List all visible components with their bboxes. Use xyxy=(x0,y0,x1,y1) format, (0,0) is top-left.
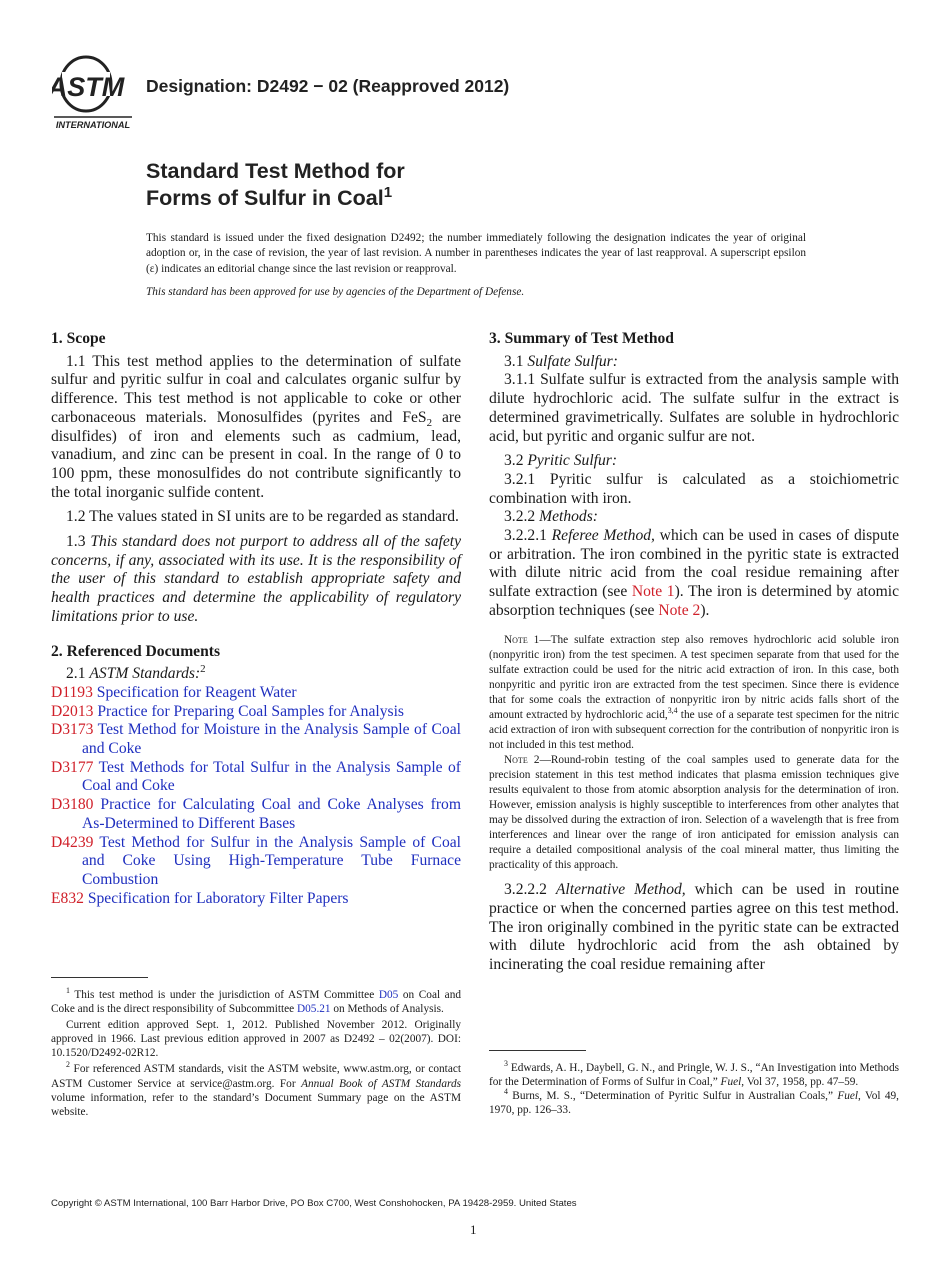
document-title xyxy=(146,158,405,212)
footnote-3 xyxy=(489,1061,899,1089)
summary-3-2-2 xyxy=(489,508,899,527)
ref-title-link[interactable]: Test Method for Sulfur in the Analysis Sample of Coal and Coke Using High-Temperature Tube Furnace Combustion xyxy=(82,833,461,888)
footnote-1-text-c: on Methods of Analysis. xyxy=(330,1003,444,1016)
footnote-3-text-b: , Vol 37, 1958, pp. 47–59. xyxy=(741,1076,859,1089)
ref-item xyxy=(51,834,461,890)
logo-subtext: INTERNATIONAL xyxy=(55,120,131,130)
summary-3-2-2-1-text-c: ). xyxy=(700,601,710,619)
ref-title-link[interactable]: Test Methods for Total Sulfur in the Analysis Sample of Coal and Coke xyxy=(82,758,461,795)
summary-3-2-2-2 xyxy=(489,881,899,975)
summary-3-2-2-1-label: Referee Method, xyxy=(551,527,655,545)
ref-code-link[interactable]: D1193 xyxy=(51,683,93,701)
ref-title-link[interactable]: Practice for Calculating Coal and Coke Analyses from As-Determined to Different Bases xyxy=(82,796,461,832)
note-2-link[interactable]: Note 2 xyxy=(658,601,701,619)
footnote-2 xyxy=(51,1062,461,1118)
astm-standards-label xyxy=(51,665,461,684)
ref-item xyxy=(51,759,461,796)
scope-1-2: 1.2 The values stated in SI units are to be regarded as standard. xyxy=(66,508,459,526)
summary-3-2-2-1-text-a: which can be used in cases of dispute or arbitration. The iron combined in the pyritic state is extracted with dilute nitric acid from the coal residue remaining after sulfate extraction (see xyxy=(489,527,899,601)
footnote-4 xyxy=(489,1089,899,1117)
ref-title-link[interactable]: Specification for Laboratory Filter Papers xyxy=(87,889,349,907)
scope-1-1-text-a: 1.1 This test method applies to the determination of sulfate sulfur and pyritic sulfur in coal and calculates organic sulfur by difference. This test method is not applicable to coke or other carbonaceous materials. Monosulfides (pyrites and FeS xyxy=(51,352,461,426)
summary-3-1-1: 3.1.1 Sulfate sulfur is extracted from the analysis sample with dilute hydrochloric acid. The sulfate sulfur in the extract is determined gravimetrically. Sulfates are soluble in hydrochloric acid, but pyritic and organic sulfur are not. xyxy=(489,371,899,445)
footnote-2-text-b: volume information, refer to the standard’s Document Summary page on the ASTM website. xyxy=(51,1091,461,1118)
referenced-standards-list xyxy=(51,684,461,908)
summary-3-1-num: 3.1 xyxy=(504,352,528,370)
footnote-1-mark: 1 xyxy=(66,986,70,996)
summary-3-2-num: 3.2 xyxy=(504,452,528,470)
footnote-4-journal: Fuel xyxy=(837,1090,859,1103)
footnote-divider-left xyxy=(51,977,148,978)
title-line-2 xyxy=(146,185,405,212)
summary-3-1 xyxy=(489,353,899,372)
ref-code-link[interactable]: D3180 xyxy=(51,796,94,814)
astm-logo-icon xyxy=(52,54,136,132)
note-2-label: Note 2 xyxy=(504,753,540,766)
scope-1-3 xyxy=(51,533,461,627)
note-2 xyxy=(489,753,899,873)
section-refdocs-heading: 2. Referenced Documents xyxy=(51,642,221,660)
summary-3-2-2-1 xyxy=(489,527,899,621)
right-column xyxy=(489,330,899,981)
ref-code-link[interactable]: E832 xyxy=(51,889,84,907)
footnote-4-mark: 4 xyxy=(504,1087,508,1097)
summary-3-2-2-2-num: 3.2.2.2 xyxy=(504,881,556,899)
note-1-text-a: —The sulfate extraction step also removes hydrochloric acid soluble iron (nonpyritic iron) from the test specimen. A test specimen separate from that used for the sulfate extraction could be used for the nitric acid extraction of iron. In this case, both nonpyritic and pyritic iron are extracted from the test specimen. Since there is evidence that for some coals the extraction of nonpyritic iron by nitric acids falls short of the amount extracted by hydrochloric acid, xyxy=(489,633,899,721)
note-1-footnote-marks[interactable]: 3,4 xyxy=(667,706,678,716)
ref-item xyxy=(51,684,461,703)
ref-title-link[interactable]: Practice for Preparing Coal Samples for Analysis xyxy=(97,702,404,720)
ref-title-link[interactable]: Test Method for Moisture in the Analysis Sample of Coal and Coke xyxy=(82,721,461,758)
footnote-2-mark: 2 xyxy=(66,1060,70,1070)
scope-1-3-num: 1.3 xyxy=(66,533,91,551)
ref-code-link[interactable]: D2013 xyxy=(51,702,94,720)
astm-logo xyxy=(52,54,136,132)
left-column xyxy=(51,330,461,908)
summary-3-2-label: Pyritic Sulfur: xyxy=(527,452,618,470)
summary-3-2-2-1-text-b: ). The iron is determined by atomic absorption techniques (see xyxy=(489,583,900,619)
footnote-2-text-a: For referenced ASTM standards, visit the ASTM website, www.astm.org, or contact ASTM Customer Service at service@astm.org. For xyxy=(51,1063,461,1090)
title-line-1: Standard Test Method for xyxy=(146,159,405,183)
footnote-4-text-a: Burns, M. S., “Determination of Pyritic Sulfur in Australian Coals,” xyxy=(507,1090,838,1103)
subcommittee-link[interactable]: D05.21 xyxy=(296,1003,331,1016)
summary-3-2-2-2-text: which can be used in routine practice or when the concerned parties agree on this test method. The iron originally combined in the pyritic state can be extracted with dilute hydrochloric acid from the ash obtained by incinerating the coal residue remaining after xyxy=(489,881,899,974)
note-1-label: Note 1 xyxy=(504,633,540,646)
ref-item xyxy=(51,796,461,833)
ref-code-link[interactable]: D3177 xyxy=(51,758,94,776)
ref-code-link[interactable]: D3173 xyxy=(51,721,94,739)
footnote-4-text-b: , Vol 49, 1970, pp. 126–33. xyxy=(489,1090,899,1117)
dod-approval-note: This standard has been approved for use by agencies of the Department of Defense. xyxy=(146,286,525,298)
summary-3-2-2-1-num: 3.2.2.1 xyxy=(504,527,552,545)
refdocs-footnote-mark[interactable]: 2 xyxy=(200,663,206,676)
summary-3-2 xyxy=(489,452,899,471)
ref-item xyxy=(51,721,461,758)
note-1 xyxy=(489,633,899,753)
footnote-1-edition: Current edition approved Sept. 1, 2012. Published November 2012. Originally approved in 1966. Last previous edition approved in 2007 as D2492 – 02(2007). DOI: 10.1520/D2492-02R12. xyxy=(51,1019,461,1060)
ref-code-link[interactable]: D4239 xyxy=(51,833,94,851)
note-2-text: —Round-robin testing of the coal samples used to generate data for the precision statement in this test method indicates that plasma emission techniques give results equivalent to those from atomic absorption analysis for the determination of iron. However, emission analysis is highly susceptible to interferences from other analytes that may be dissolved during the extraction of iron. Selection of a wavelength that is free from interferences and linear over the range of iron anticipated for emission analysis can require a detailed compositional analysis of the coal mineral matter, thus limiting the practicality of this approach. xyxy=(489,753,899,872)
footnote-3-mark: 3 xyxy=(504,1059,508,1069)
summary-3-2-2-num: 3.2.2 xyxy=(504,508,540,526)
note-1-text-b: the use of a separate test specimen for the nitric acid extraction of iron with subsequent correction for the contribution of nonpyritic iron is not included in this test method. xyxy=(489,708,899,751)
refdocs-sub-num: 2.1 xyxy=(66,665,90,683)
summary-3-2-2-2-label: Alternative Method, xyxy=(555,881,686,899)
note-1-link[interactable]: Note 1 xyxy=(631,583,675,601)
copyright-notice: Copyright © ASTM International, 100 Barr Harbor Drive, PO Box C700, West Conshohocken, PA 19428-2959. United States xyxy=(51,1198,577,1209)
committee-link[interactable]: D05 xyxy=(378,989,399,1001)
section-summary-heading: 3. Summary of Test Method xyxy=(489,330,674,347)
summary-3-2-2-label: Methods: xyxy=(539,508,598,526)
section-scope-heading: 1. Scope xyxy=(51,330,106,347)
designation: Designation: D2492 − 02 (Reapproved 2012) xyxy=(146,76,510,96)
summary-3-2-1: 3.2.1 Pyritic sulfur is calculated as a stoichiometric combination with iron. xyxy=(489,470,899,507)
footnote-1-text-b: on Coal and Coke and is the direct responsibility of Subcommittee xyxy=(51,989,461,1016)
scope-1-1-text-b: are disulfides) of iron and elements such as cadmium, lead, vanadium, and zinc can be present in coal. In the range of 0 to 100 ppm, these monosulfides do not contribute significantly to the total inorganic sulfide content. xyxy=(51,408,462,501)
footnotes-right xyxy=(489,1061,899,1117)
scope-1-1-sub: 2 xyxy=(426,416,433,429)
footnote-3-text-a: Edwards, A. H., Daybell, G. N., and Pringle, W. J. S., “An Investigation into Methods for the Determination of Forms of Sulfur in Coal,” xyxy=(489,1062,899,1089)
refdocs-sub-label: ASTM Standards: xyxy=(89,665,201,683)
scope-1-1 xyxy=(51,353,461,503)
ref-item xyxy=(51,890,461,909)
footnotes-left xyxy=(51,988,461,1119)
footnote-3-journal: Fuel xyxy=(720,1076,742,1089)
issuance-statement: This standard is issued under the fixed designation D2492; the number immediately following the designation indicates the year of original adoption or, in the case of revision, the year of last revision. A number in parentheses indicates the year of last reapproval. A superscript epsilon (ε) indicates an editorial change since the last revision or reapproval. xyxy=(146,232,806,275)
title-line-2-text: Forms of Sulfur in Coal xyxy=(146,186,384,210)
footnote-divider-right xyxy=(489,1050,586,1051)
ref-item xyxy=(51,703,461,722)
ref-title-link[interactable]: Specification for Reagent Water xyxy=(96,683,297,701)
logo-text: ASTM xyxy=(52,72,125,102)
footnote-1-text-a: This test method is under the jurisdiction of ASTM Committee xyxy=(69,989,379,1001)
title-footnote-mark[interactable]: 1 xyxy=(383,183,393,201)
page-number: 1 xyxy=(470,1222,477,1237)
footnote-1 xyxy=(51,988,461,1016)
scope-1-3-text: This standard does not purport to address all of the safety concerns, if any, associated with its use. It is the responsibility of the user of this standard to establish appropriate safety and health practices and determine the applicability of regulatory limitations prior to use. xyxy=(51,533,461,625)
summary-3-1-label: Sulfate Sulfur: xyxy=(527,352,618,370)
footnote-2-italic: Annual Book of ASTM Standards xyxy=(301,1077,461,1090)
